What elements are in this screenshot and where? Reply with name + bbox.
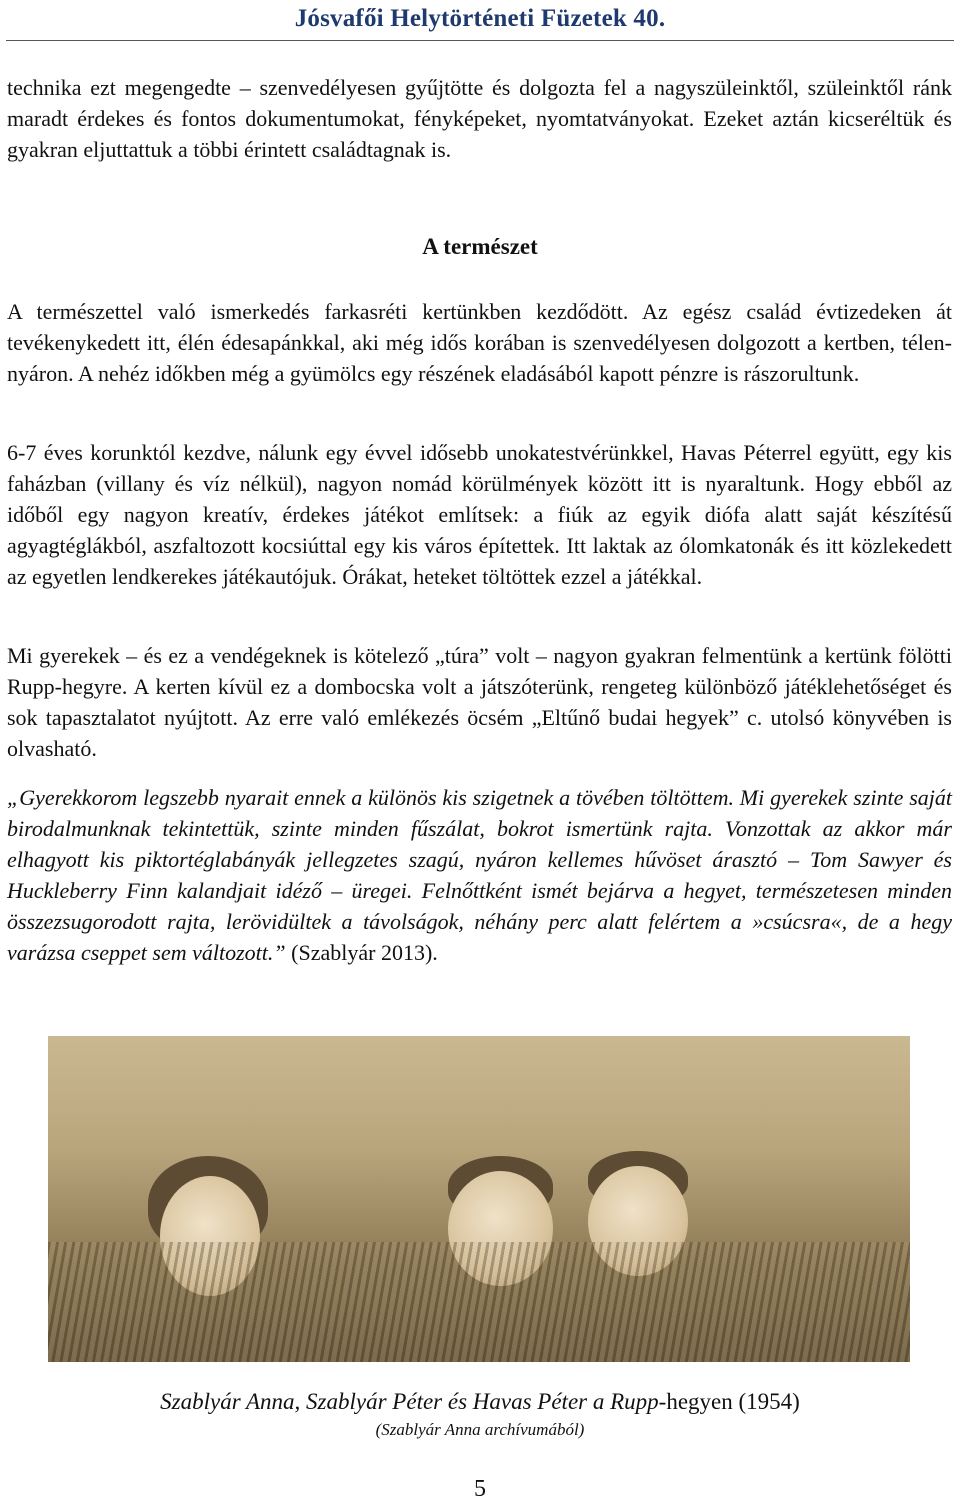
page-number: 5 bbox=[474, 1476, 486, 1502]
paragraph-intro-text: technika ezt megengedte – szenvedélyesen gyűjtötte és dolgozta fel a nagyszüleinktől, szüleinktől ránk maradt érdekes és fontos dokumentumokat, fényképeket, nyomtatványokat. Ezeket aztán kicseréltük és gyakran eljuttattuk a többi érintett családtagnak is. bbox=[7, 75, 952, 162]
quote-citation: (Szablyár 2013). bbox=[285, 940, 438, 965]
header-divider bbox=[6, 40, 954, 41]
running-header: Jósvafői Helytörténeti Füzetek 40. bbox=[294, 5, 666, 32]
paragraph-summer bbox=[7, 437, 952, 592]
paragraph-hill-text: Mi gyerekek – és ez a vendégeknek is kötelező „túra” volt – nagyon gyakran felmentünk a kertünk fölötti Rupp-hegyre. A kerten kívül ez a dombocska volt a játszóterünk, rengeteg különböző játéklehetőséget és sok tapasztalatot nyújtott. Az erre való emlékezés öcsém „Eltűnő budai hegyek” c. utolsó könyvében is olvasható. bbox=[7, 643, 952, 761]
paragraph-summer-text: 6-7 éves korunktól kezdve, nálunk egy évvel idősebb unokatestvérünkkel, Havas Péterrel együtt, egy kis faházban (villany és víz nélkül), nagyon nomád körülmények között itt is nyaraltunk. Hogy ebből az időből egy nagyon kreatív, érdekes játékot említsek: a fiúk az egyik diófa alatt saját készítésű agyagtéglákból, aszfaltozott kocsiúttal egy kis város építettek. Itt laktak az ólomkatonák és itt közlekedett az egyetlen lendkerekes játékautójuk. Órákat, heteket töltöttek ezzel a játékkal. bbox=[7, 440, 952, 589]
quote-text: „Gyerekkorom legszebb nyarait ennek a különös kis szigetnek a tövében töltöttem. Mi gyerekek szinte saját birodalmunknak tekintettük, szinte minden fűszálat, bokrot ismertünk rajta. Vonzottak az akkor már elhagyott kis piktortéglabányák jellegzetes szagú, nyáron kellemes hűvöset árasztó – Tom Sawyer és Huckleberry Finn kalandjait idéző – üregei. Felnőttként ismét bejárva a hegyet, természetesen minden összezsugorodott rajta, lerövidültek a távolságok, néhány perc alatt felértem a »csúcsra«, de a hegy varázsa cseppet sem változott.” bbox=[7, 785, 952, 965]
photo-source: (Szablyár Anna archívumából) bbox=[375, 1420, 585, 1439]
caption-italic: Szablyár Anna, Szablyár Péter és Havas Péter a Rupp bbox=[160, 1389, 659, 1414]
block-quote bbox=[7, 782, 952, 968]
archival-photo bbox=[48, 1036, 910, 1362]
paragraph-nature bbox=[7, 296, 952, 389]
photo-caption bbox=[0, 1389, 960, 1415]
paragraph-nature-text: A természettel való ismerkedés farkasréti kertünkben kezdődött. Az egész család évtizedeken át tevékenykedett itt, élén édesapánkkal, aki még idős korában is szenvedélyesen dolgozott a kertben, télen-nyáron. A nehéz időkben még a gyümölcs egy részének eladásából kapott pénzre is rászorultunk. bbox=[7, 299, 952, 386]
paragraph-hill bbox=[7, 640, 952, 764]
paragraph-intro bbox=[7, 72, 952, 165]
section-heading: A természet bbox=[422, 234, 538, 259]
caption-date: -hegyen (1954) bbox=[658, 1389, 800, 1414]
